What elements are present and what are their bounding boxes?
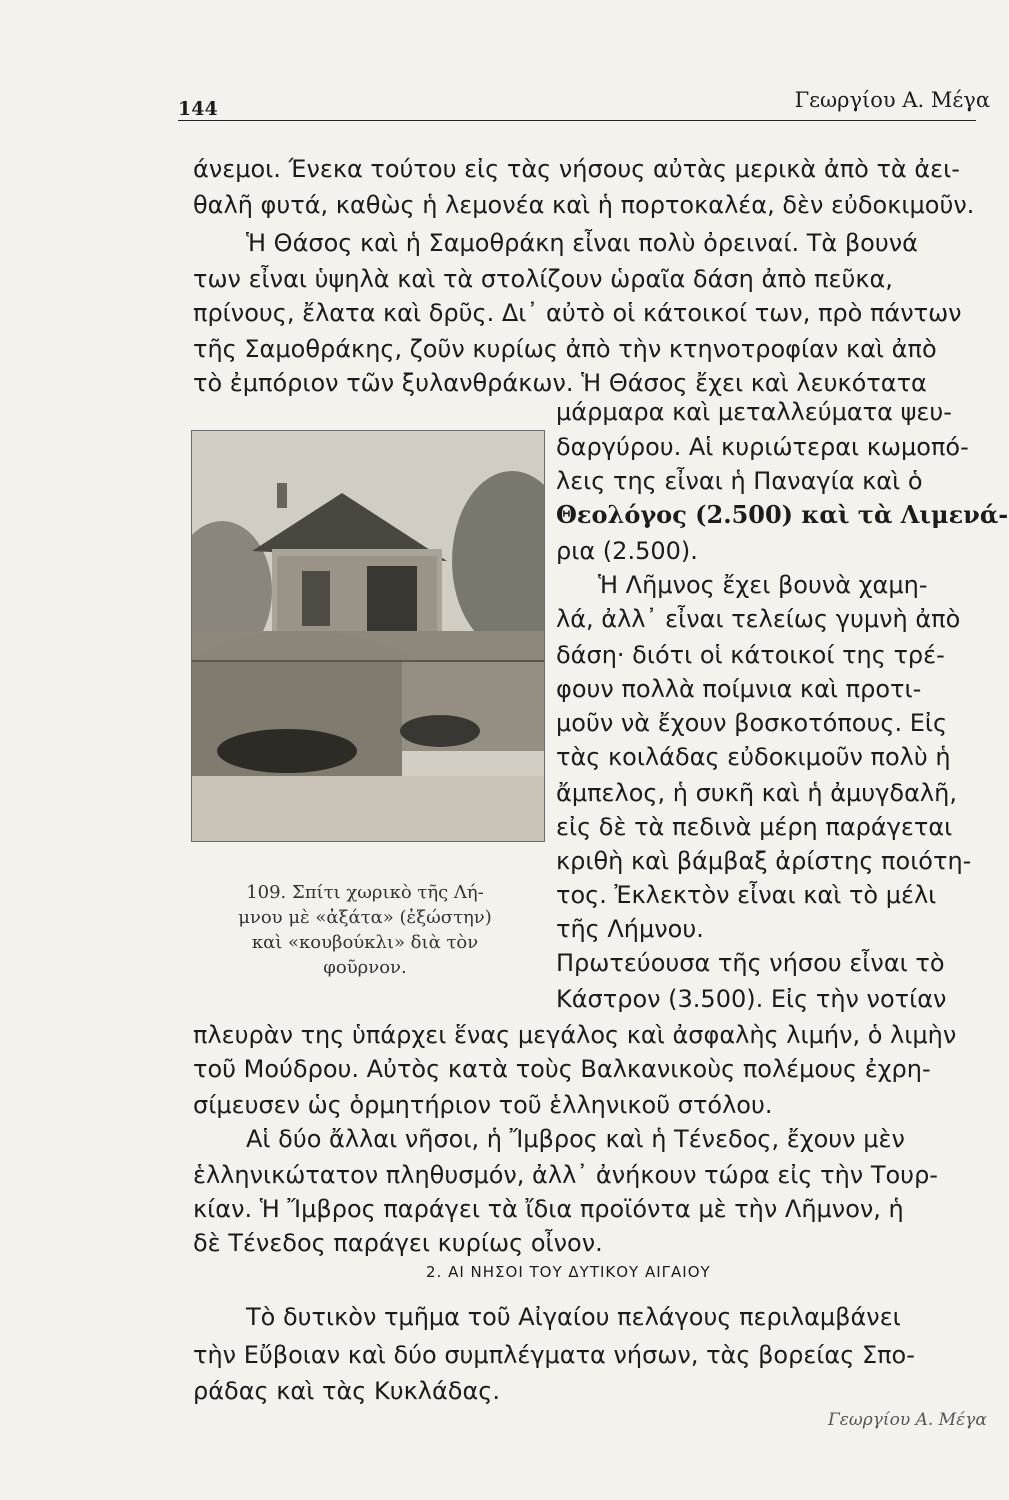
text-line: τοῦ Μούδρου. Αὐτὸς κατὰ τοὺς Βαλκανικοὺς πολέμους ἐχρη- (193, 1055, 931, 1083)
text-line: δαργύρου. Αἱ κυριώτεραι κωμοπό- (556, 433, 969, 461)
caption-line: 109. Σπίτι χωρικὸ τῆς Λή- (246, 882, 484, 903)
photo-caption (200, 880, 530, 980)
text-line: δάση· διότι οἱ κάτοικοί της τρέ- (556, 641, 945, 669)
text-line: των εἶναι ὑψηλὰ καὶ τὰ στολίζουν ὡραῖα δάση ἀπὸ πεῦκα, (193, 265, 893, 293)
text-line: Αἱ δύο ἄλλαι νῆσοι, ἡ Ἴμβρος καὶ ἡ Τένεδος, ἔχουν μὲν (246, 1125, 905, 1153)
caption-line: φοῦρνον. (323, 957, 407, 978)
page-number: 144 (178, 98, 218, 120)
village-house-photo (191, 430, 545, 842)
caption-line: καὶ «κουβούκλι» διὰ τὸν (251, 932, 479, 953)
text-line: κριθὴ καὶ βάμβαξ ἀρίστης ποιότη- (556, 847, 972, 875)
running-head: Γεωργίου Α. Μέγα (794, 88, 990, 112)
text-line: Κάστρον (3.500). Εἰς τὴν νοτίαν (556, 985, 947, 1013)
text-line: λεις της εἶναι ἡ Παναγία καὶ ὁ (556, 467, 923, 495)
caption-line: μνου μὲ «ἀξάτα» (ἐξώστην) (238, 907, 492, 928)
header-rule (178, 120, 976, 121)
text-line: ράδας καὶ τὰς Κυκλάδας. (193, 1377, 500, 1405)
text-line: μοῦν νὰ ἔχουν βοσκοτόπους. Εἰς (556, 709, 948, 737)
text-line: τὸ ἐμπόριον τῶν ξυλανθράκων. Ἡ Θάσος ἔχει καὶ λευκότατα (193, 369, 927, 397)
page-header (178, 82, 990, 126)
text-line: θαλῆ φυτά, καθὼς ἡ λεμονέα καὶ ἡ πορτοκαλέα, δὲν εὐδοκιμοῦν. (193, 191, 975, 219)
text-line: Θεολόγος (2.500) καὶ τὰ Λιμενά- (556, 500, 1009, 529)
house-illustration (192, 431, 544, 841)
text-line: Ἡ Θάσος καὶ ἡ Σαμοθράκη εἶναι πολὺ ὀρειναί. Τὰ βουνά (246, 229, 918, 257)
text-line: τος. Ἐκλεκτὸν εἶναι καὶ τὸ μέλι (556, 881, 937, 909)
text-line: ρια (2.500). (556, 537, 698, 565)
section-heading: 2. ΑΙ ΝΗΣΟΙ ΤΟΥ ΔΥΤΙΚΟΥ ΑΙΓΑΙΟΥ (426, 1263, 711, 1281)
text-line: Ἡ Λῆμνος ἔχει βουνὰ χαμη- (598, 571, 928, 599)
text-line: κίαν. Ἡ Ἴμβρος παράγει τὰ ἴδια προϊόντα μὲ τὴν Λῆμνον, ἡ (193, 1195, 904, 1223)
text-line: μάρμαρα καὶ μεταλλεύματα ψευ- (556, 398, 952, 426)
text-line: λά, ἀλλ᾽ εἶναι τελείως γυμνὴ ἀπὸ (556, 605, 961, 633)
author-signature: Γεωργίου Α. Μέγα (828, 1410, 987, 1430)
text-line: άνεμοι. Ένεκα τούτου εἰς τὰς νήσους αὐτὰς μερικὰ ἀπὸ τὰ ἀει- (193, 155, 960, 183)
text-line: τῆς Λήμνου. (556, 915, 704, 943)
text-line: εἰς δὲ τὰ πεδινὰ μέρη παράγεται (556, 813, 953, 841)
text-line: Τὸ δυτικὸν τμῆμα τοῦ Αἰγαίου πελάγους περιλαμβάνει (246, 1303, 901, 1331)
text-line: ἑλληνικώτατον πληθυσμόν, ἀλλ᾽ ἀνήκουν τώρα εἰς τὴν Τουρ- (193, 1161, 938, 1189)
text-line: ἄμπελος, ἡ συκῆ καὶ ἡ ἀμυγδαλῆ, (556, 779, 957, 807)
text-line: πρίνους, ἔλατα καὶ δρῦς. Δι᾽ αὐτὸ οἱ κάτοικοί των, πρὸ πάντων (193, 299, 962, 327)
text-line: Πρωτεύουσα τῆς νήσου εἶναι τὸ (556, 949, 945, 977)
text-line: σίμευσεν ὡς ὁρμητήριον τοῦ ἑλληνικοῦ στόλου. (193, 1091, 773, 1119)
text-line: δὲ Τένεδος παράγει κυρίως οἶνον. (193, 1229, 603, 1257)
text-line: πλευρὰν της ὑπάρχει ἕνας μεγάλος καὶ ἀσφαλὴς λιμήν, ὁ λιμὴν (193, 1021, 957, 1049)
text-line: φουν πολλὰ ποίμνια καὶ προτι- (556, 675, 922, 703)
text-line: τὰς κοιλάδας εὐδοκιμοῦν πολὺ ἡ (556, 743, 951, 771)
text-line: τῆς Σαμοθράκης, ζοῦν κυρίως ἀπὸ τὴν κτηνοτροφίαν καὶ ἀπὸ (193, 335, 937, 363)
text-line: τὴν Εὔβοιαν καὶ δύο συμπλέγματα νήσων, τὰς βορείας Σπο- (193, 1341, 915, 1369)
